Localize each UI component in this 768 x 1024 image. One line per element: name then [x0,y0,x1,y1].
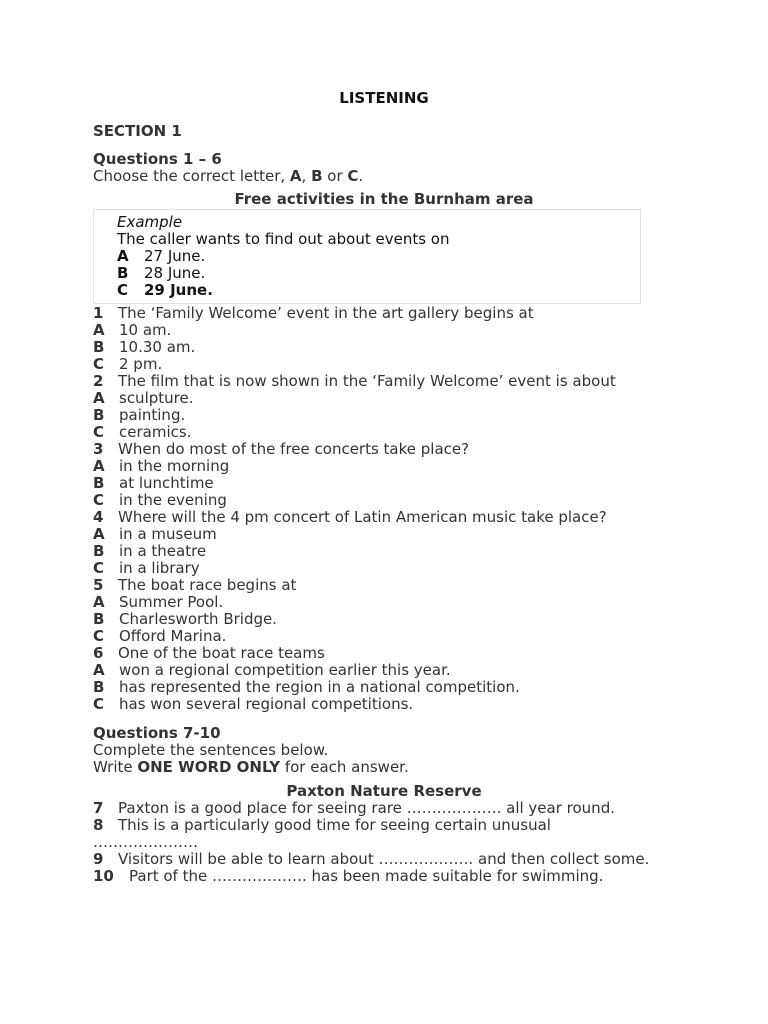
example-box [93,209,641,304]
answer-option: A in the morning [93,457,230,475]
questions-1-6-list [93,305,683,713]
example-answer-option: C 29 June. [117,281,213,299]
answer-option: B has represented the region in a national competition. [93,678,520,696]
answer-option: A won a regional competition earlier this year. [93,661,451,679]
example-label: Example [117,213,183,231]
question-text: 1 The ‘Family Welcome’ event in the art gallery begins at [93,304,534,322]
question-text: 6 One of the boat race teams [93,644,325,662]
activities-subtitle: Free activities in the Burnham area [234,190,534,208]
sentence-completion-continuation: ………………… [93,833,198,851]
question-text: 2 The film that is now shown in the ‘Family Welcome’ event is about [93,372,616,390]
answer-option: A Summer Pool. [93,593,224,611]
question-text: 4 Where will the 4 pm concert of Latin American music take place? [93,508,607,526]
page-title: LISTENING [339,89,429,107]
section-heading: SECTION 1 [93,122,182,140]
answer-option: B at lunchtime [93,474,214,492]
sentence-completion-item: 8 This is a particularly good time for seeing certain unusual [93,816,551,834]
answer-option: A sculpture. [93,389,194,407]
sentence-completion-item: 9 Visitors will be able to learn about ………………. and then collect some. [93,850,650,868]
nature-reserve-subtitle: Paxton Nature Reserve [286,782,482,800]
answer-option: C in the evening [93,491,227,509]
worksheet-page [93,86,683,885]
sentence-completion-item: 7 Paxton is a good place for seeing rare ………………. all year round. [93,799,615,817]
example-option: A 27 June. [117,247,206,265]
answer-option: C in a library [93,559,200,577]
answer-option: B 10.30 am. [93,338,196,356]
answer-option: C has won several regional competitions. [93,695,414,713]
answer-option: B Charlesworth Bridge. [93,610,277,628]
word-limit-instruction: Write ONE WORD ONLY for each answer. [93,758,409,776]
sentence-completion-item: 10 Part of the ………………. has been made suitable for swimming. [93,867,604,885]
question-text: 5 The boat race begins at [93,576,297,594]
questions-7-10-instruction: Complete the sentences below. [93,741,329,759]
questions-1-6-heading: Questions 1 – 6 [93,150,222,168]
questions-7-10-heading: Questions 7-10 [93,724,221,742]
answer-option: C Offord Marina. [93,627,227,645]
answer-option: B in a theatre [93,542,207,560]
answer-option: C 2 pm. [93,355,163,373]
answer-option: B painting. [93,406,186,424]
answer-option: A in a museum [93,525,217,543]
questions-1-6-instruction: Choose the correct letter, A, B or C. [93,167,364,185]
question-text: 3 When do most of the free concerts take place? [93,440,470,458]
answer-option: A 10 am. [93,321,172,339]
example-option: B 28 June. [117,264,206,282]
answer-option: C ceramics. [93,423,192,441]
example-question: The caller wants to find out about events on [117,230,450,248]
